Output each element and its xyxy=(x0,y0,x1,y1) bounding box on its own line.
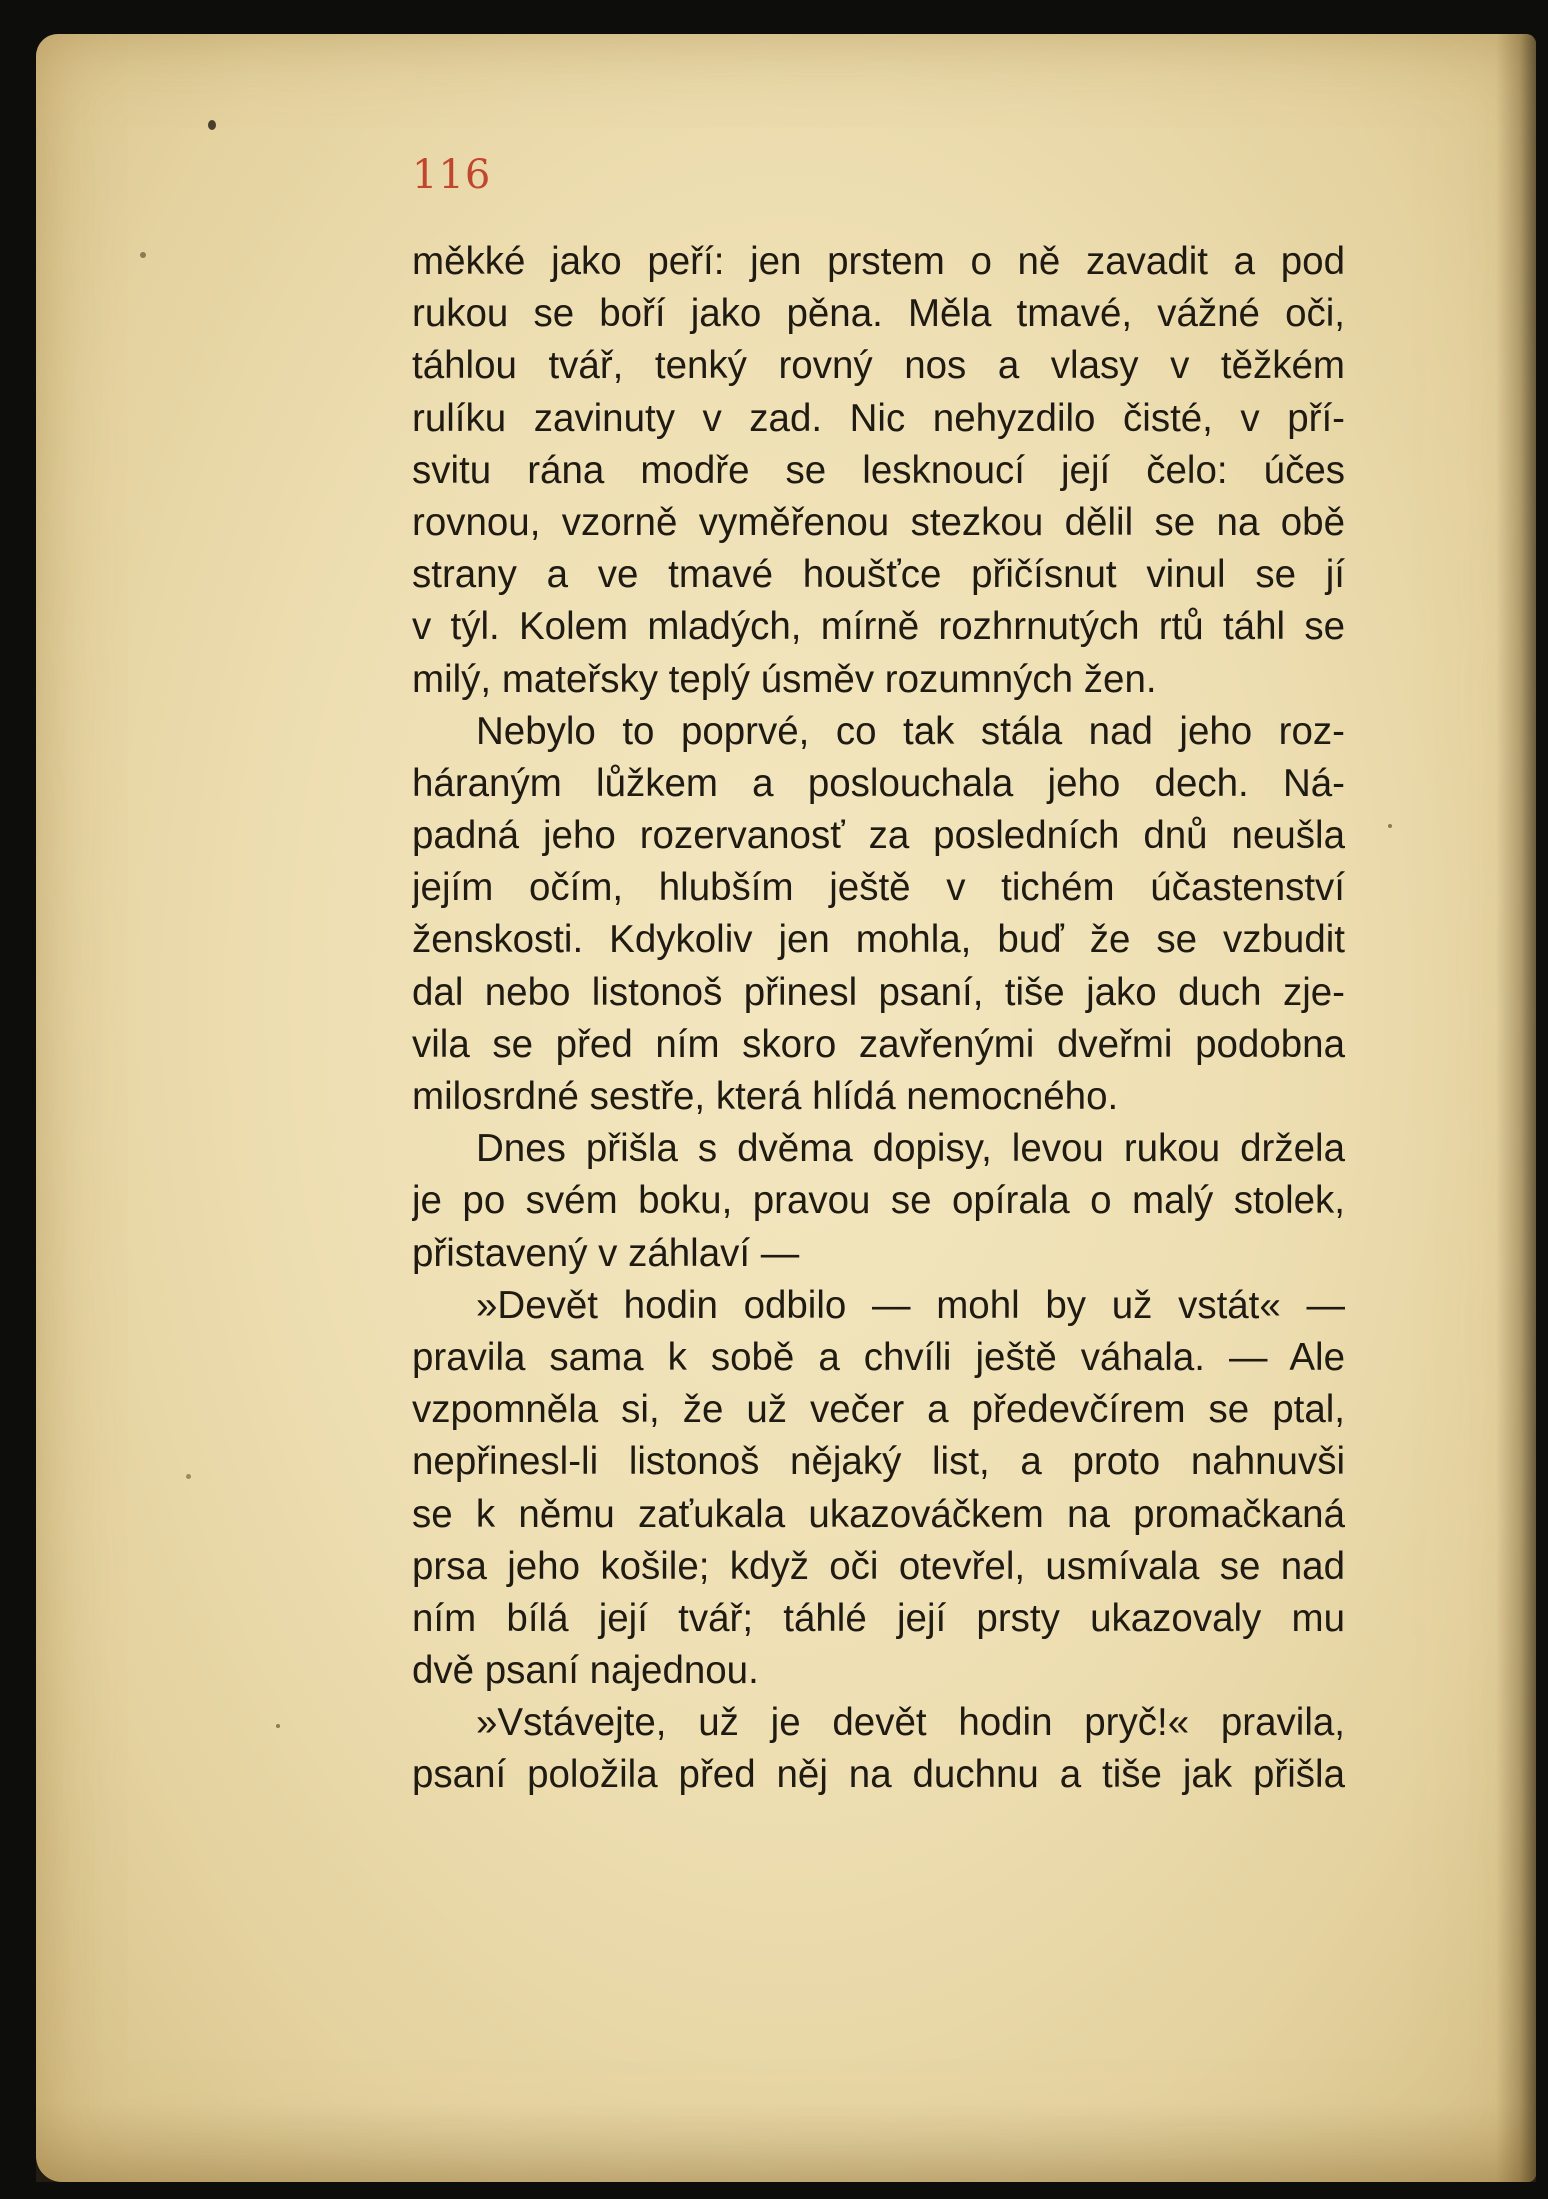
text-line: táhlou tvář, tenký rovný nos a vlasy v těžkém xyxy=(412,344,1345,388)
text-line: rovnou, vzorně vyměřenou stezkou dělil se na obě xyxy=(412,500,1345,544)
text-line: Dnes přišla s dvěma dopisy, levou rukou držela xyxy=(476,1127,1345,1171)
ink-speck xyxy=(140,252,146,258)
text-line: prsa jeho košile; když oči otevřel, usmívala se nad xyxy=(412,1544,1345,1588)
text-line: je po svém boku, pravou se opírala o malý stolek, xyxy=(412,1179,1345,1223)
text-line: měkké jako peří: jen prstem o ně zavadit a pod xyxy=(412,240,1345,283)
ink-speck xyxy=(186,1474,191,1479)
text-line: nepřinesl-li listonoš nějaký list, a proto nahnuvši xyxy=(412,1440,1345,1484)
page-number: 116 xyxy=(412,152,492,198)
text-line: strany a ve tmavé houšťce přičísnut vinul se jí xyxy=(412,553,1345,597)
text-line: »Vstávejte, už je devět hodin pryč!« pravila, xyxy=(476,1701,1345,1745)
ink-speck xyxy=(1388,824,1392,828)
text-line: Nebylo to poprvé, co tak stála nad jeho roz- xyxy=(476,709,1345,753)
ink-speck xyxy=(208,120,216,130)
spine-shadow xyxy=(1496,34,1536,2182)
text-line: dvě psaní najednou. xyxy=(412,1649,759,1693)
text-line: milý, mateřsky teplý úsměv rozumných žen. xyxy=(412,657,1157,701)
text-line: »Devět hodin odbilo — mohl by už vstát« — xyxy=(476,1283,1345,1327)
text-line: rukou se boří jako pěna. Měla tmavé, vážné oči, xyxy=(412,292,1345,336)
text-line: vila se před ním skoro zavřenými dveřmi podobna xyxy=(412,1022,1345,1066)
text-line: háraným lůžkem a poslouchala jeho dech. Ná- xyxy=(412,761,1345,805)
text-line: svitu rána modře se lesknoucí její čelo: účes xyxy=(412,448,1345,492)
text-line: vzpomněla si, že už večer a předevčírem se ptal, xyxy=(412,1388,1345,1432)
text-line: jejím očím, hlubším ještě v tichém účastenství xyxy=(412,866,1345,910)
text-line: přistavený v záhlaví — xyxy=(412,1231,800,1275)
page-bottom-edge xyxy=(36,2102,1536,2182)
text-line: pravila sama k sobě a chvíli ještě váhala. — Ale xyxy=(412,1335,1345,1379)
text-line: dal nebo listonoš přinesl psaní, tiše jako duch zje- xyxy=(412,970,1345,1014)
text-line: padná jeho rozervanosť za posledních dnů neušla xyxy=(412,814,1345,858)
ink-speck xyxy=(276,1724,280,1728)
text-line: rulíku zavinuty v zad. Nic nehyzdilo čisté, v pří- xyxy=(412,396,1345,440)
text-line: ním bílá její tvář; táhlé její prsty ukazovaly mu xyxy=(412,1596,1345,1640)
text-line: psaní položila před něj na duchnu a tiše jak přišla xyxy=(412,1753,1345,1797)
body-text xyxy=(412,236,1345,1802)
text-line: milosrdné sestře, která hlídá nemocného. xyxy=(412,1075,1119,1118)
text-line: ženskosti. Kdykoliv jen mohla, buď že se vzbudit xyxy=(412,918,1345,962)
text-line: v týl. Kolem mladých, mírně rozhrnutých rtů táhl se xyxy=(412,605,1345,649)
text-line: se k němu zaťukala ukazováčkem na promačkaná xyxy=(412,1492,1345,1536)
